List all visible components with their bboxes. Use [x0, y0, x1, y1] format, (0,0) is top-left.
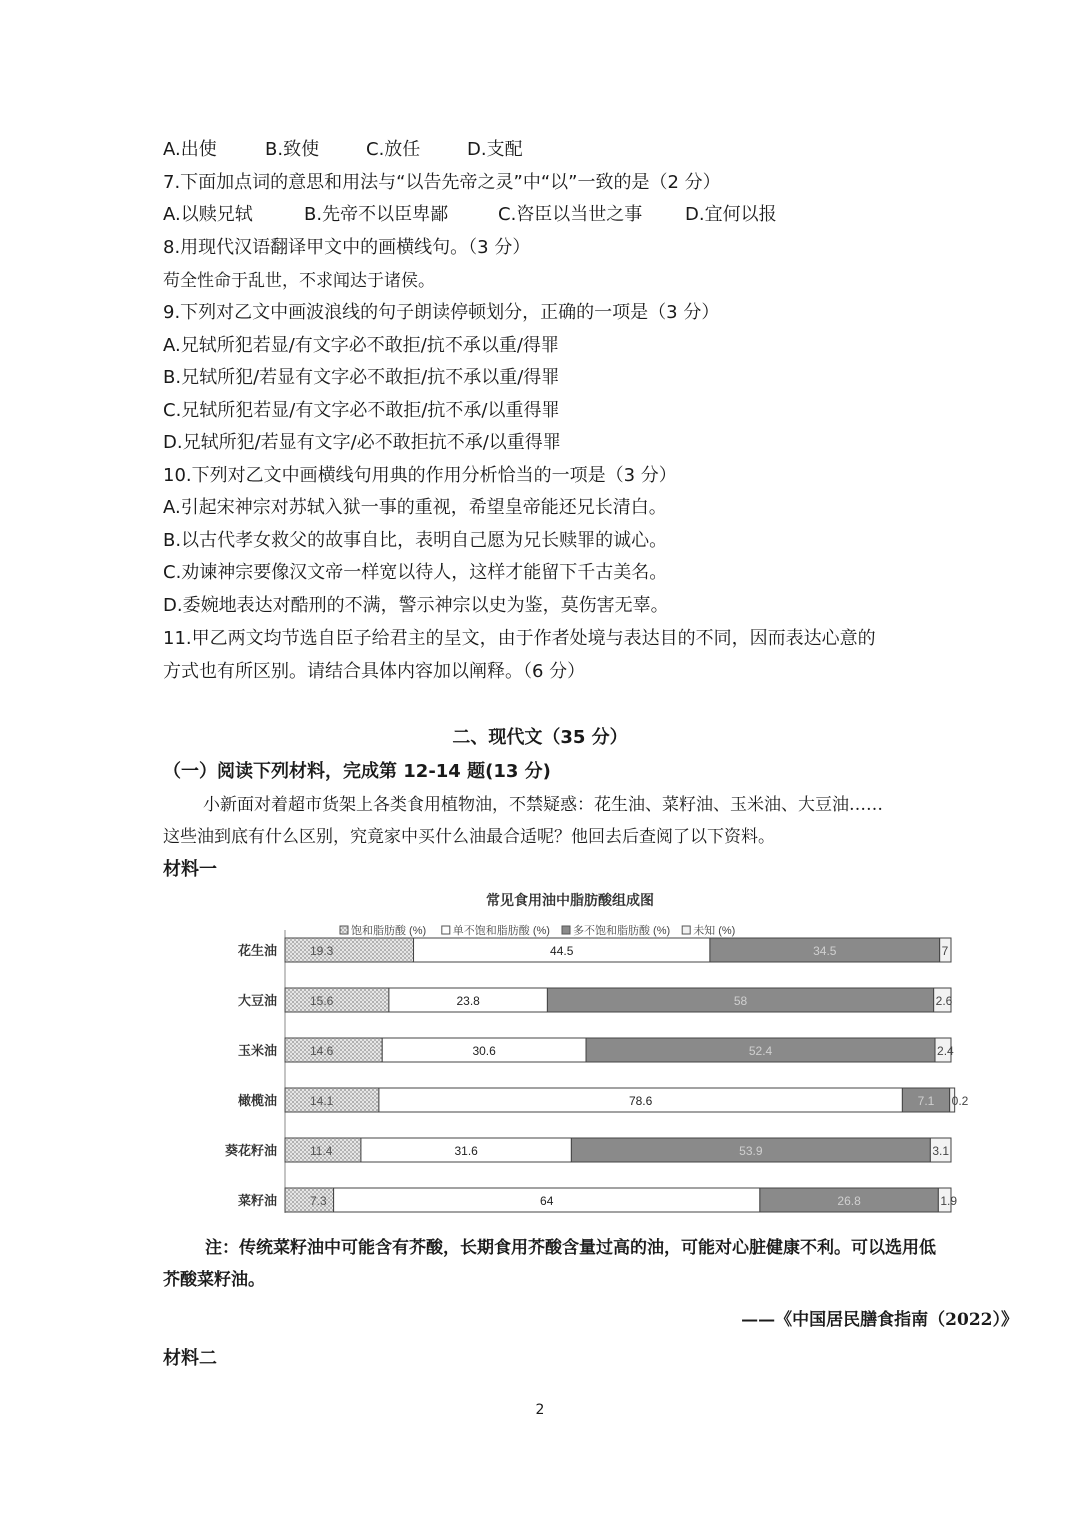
q8-stem: 8.用现代汉语翻译甲文中的画横线句。（3 分） [163, 237, 531, 258]
q10-option-d: D.委婉地表达对酷刑的不满，警示神宗以史为鉴，莫伤害无辜。 [163, 595, 669, 616]
q6-option-c: C.放任 [366, 139, 421, 160]
bar-value-label: 19.3 [310, 944, 334, 958]
category-label: 菜籽油 [237, 1193, 277, 1208]
bar-value-label: 2.6 [935, 994, 953, 1008]
bar-value-label: 14.1 [310, 1094, 334, 1108]
q6-option-a: A.出使 [163, 139, 217, 160]
category-label: 大豆油 [237, 993, 277, 1008]
q7-stem: 7.下面加点词的意思和用法与“以告先帝之灵”中“以”一致的是（2 分） [163, 172, 721, 193]
bar-value-label: 64 [540, 1194, 554, 1208]
bar-value-label: 7.3 [310, 1194, 327, 1208]
chart-bars [225, 930, 969, 1213]
section-title: 二、现代文（35 分） [452, 727, 628, 748]
legend-label-1: 单不饱和脂肪酸 (%) [452, 925, 550, 937]
intro-line-1: 小新面对着超市货架上各类食用植物油，不禁疑惑：花生油、菜籽油、玉米油、大豆油…… [203, 795, 883, 815]
q11-line-1: 11.甲乙两文均节选自臣子给君主的呈文，由于作者处境与表达目的不同，因而表达心意的 [163, 628, 876, 649]
bar-segment [285, 938, 414, 962]
source-citation: ——《中国居民膳食指南（2022）》 [741, 1310, 1018, 1330]
q10-option-c: C.劝谏神宗要像汉文帝一样宽以待人，这样才能留下千古美名。 [163, 562, 668, 583]
legend-swatch-1 [442, 926, 450, 934]
page-number: 2 [535, 1402, 545, 1418]
bar-value-label: 7.1 [917, 1094, 935, 1108]
bar-value-label: 44.5 [550, 944, 574, 958]
bar-value-label: 53.9 [739, 1144, 763, 1158]
note-line-2: 芥酸菜籽油。 [163, 1270, 265, 1290]
q8-sentence: 苟全性命于乱世，不求闻达于诸侯。 [163, 271, 435, 291]
bar-value-label: 0.2 [951, 1094, 969, 1108]
category-label: 橄榄油 [237, 1093, 277, 1108]
q9-stem: 9.下列对乙文中画波浪线的句子朗读停顿划分，正确的一项是（3 分） [163, 302, 720, 323]
bar-value-label: 58 [733, 994, 748, 1008]
bar-value-label: 30.6 [472, 1044, 496, 1058]
bar-value-label: 1.9 [940, 1194, 958, 1208]
bar-value-label: 23.8 [456, 994, 480, 1008]
q9-option-a: A.兄轼所犯若显/有文字必不敢拒/抗不承以重/得罪 [163, 335, 559, 356]
legend-label-3: 未知 (%) [693, 925, 736, 937]
bar-segment [285, 1038, 382, 1062]
category-label: 玉米油 [237, 1043, 277, 1058]
material-2-heading: 材料二 [163, 1348, 217, 1369]
q11-line-2: 方式也有所区别。请结合具体内容加以阐释。（6 分） [163, 661, 586, 682]
q7-option-c: C.咨臣以当世之事 [498, 204, 643, 225]
bar-value-label: 78.6 [628, 1094, 653, 1108]
legend-label-0: 饱和脂肪酸 (%) [351, 925, 427, 937]
q7-options [163, 203, 777, 227]
q6-option-b: B.致使 [265, 139, 320, 160]
legend-swatch-2 [562, 926, 570, 934]
q10-option-a: A.引起宋神宗对苏轼入狱一事的重视，希望皇帝能还兄长清白。 [163, 497, 667, 518]
category-label: 花生油 [237, 943, 277, 958]
q7-option-b: B.先帝不以臣卑鄙 [304, 204, 449, 225]
chart-legend [340, 923, 735, 937]
q10-option-b: B.以古代孝女救父的故事自比，表明自己愿为兄长赎罪的诚心。 [163, 530, 668, 551]
bar-value-label: 52.4 [748, 1044, 773, 1058]
bar-value-label: 26.8 [837, 1194, 861, 1208]
section-subtitle: （一）阅读下列材料，完成第 12-14 题(13 分) [163, 761, 551, 782]
q7-option-d: D.宜何以报 [685, 204, 777, 225]
material-1-heading: 材料一 [163, 859, 217, 880]
category-label: 葵花籽油 [224, 1143, 277, 1158]
bar-value-label: 14.6 [310, 1044, 334, 1058]
q9-option-b: B.兄轼所犯/若显有文字必不敢拒/抗不承以重/得罪 [163, 367, 560, 388]
bar-value-label: 11.4 [310, 1144, 333, 1158]
q6-options [163, 138, 523, 162]
bar-value-label: 15.6 [310, 994, 334, 1008]
bar-value-label: 3.1 [932, 1144, 950, 1158]
legend-swatch-0 [340, 926, 348, 934]
bar-value-label: 31.6 [454, 1144, 478, 1158]
q9-option-c: C.兄轼所犯若显/有文字必不敢拒/抗不承/以重得罪 [163, 400, 560, 421]
legend-swatch-3 [682, 926, 690, 934]
q9-option-d: D.兄轼所犯/若显有文字/必不敢拒抗不承/以重得罪 [163, 432, 561, 453]
q6-option-d: D.支配 [467, 139, 523, 160]
legend-label-2: 多不饱和脂肪酸 (%) [573, 925, 671, 937]
q7-option-a: A.以赎兄轼 [163, 204, 253, 225]
chart-title: 常见食用油中脂肪酸组成图 [486, 892, 654, 908]
bar-value-label: 2.4 [937, 1044, 954, 1058]
note-line-1: 注：传统菜籽油中可能含有芥酸，长期食用芥酸含量过高的油，可能对心脏健康不利。可以选用低 [205, 1238, 936, 1258]
fatty-acid-chart [220, 885, 969, 1215]
bar-value-label: 34.5 [813, 944, 837, 958]
bar-segment [285, 988, 389, 1012]
bar-value-label: 7 [941, 944, 949, 958]
intro-line-2: 这些油到底有什么区别，究竟家中买什么油最合适呢？他回去后查阅了以下资料。 [163, 827, 775, 847]
q10-stem: 10.下列对乙文中画横线句用典的作用分析恰当的一项是（3 分） [163, 465, 677, 486]
